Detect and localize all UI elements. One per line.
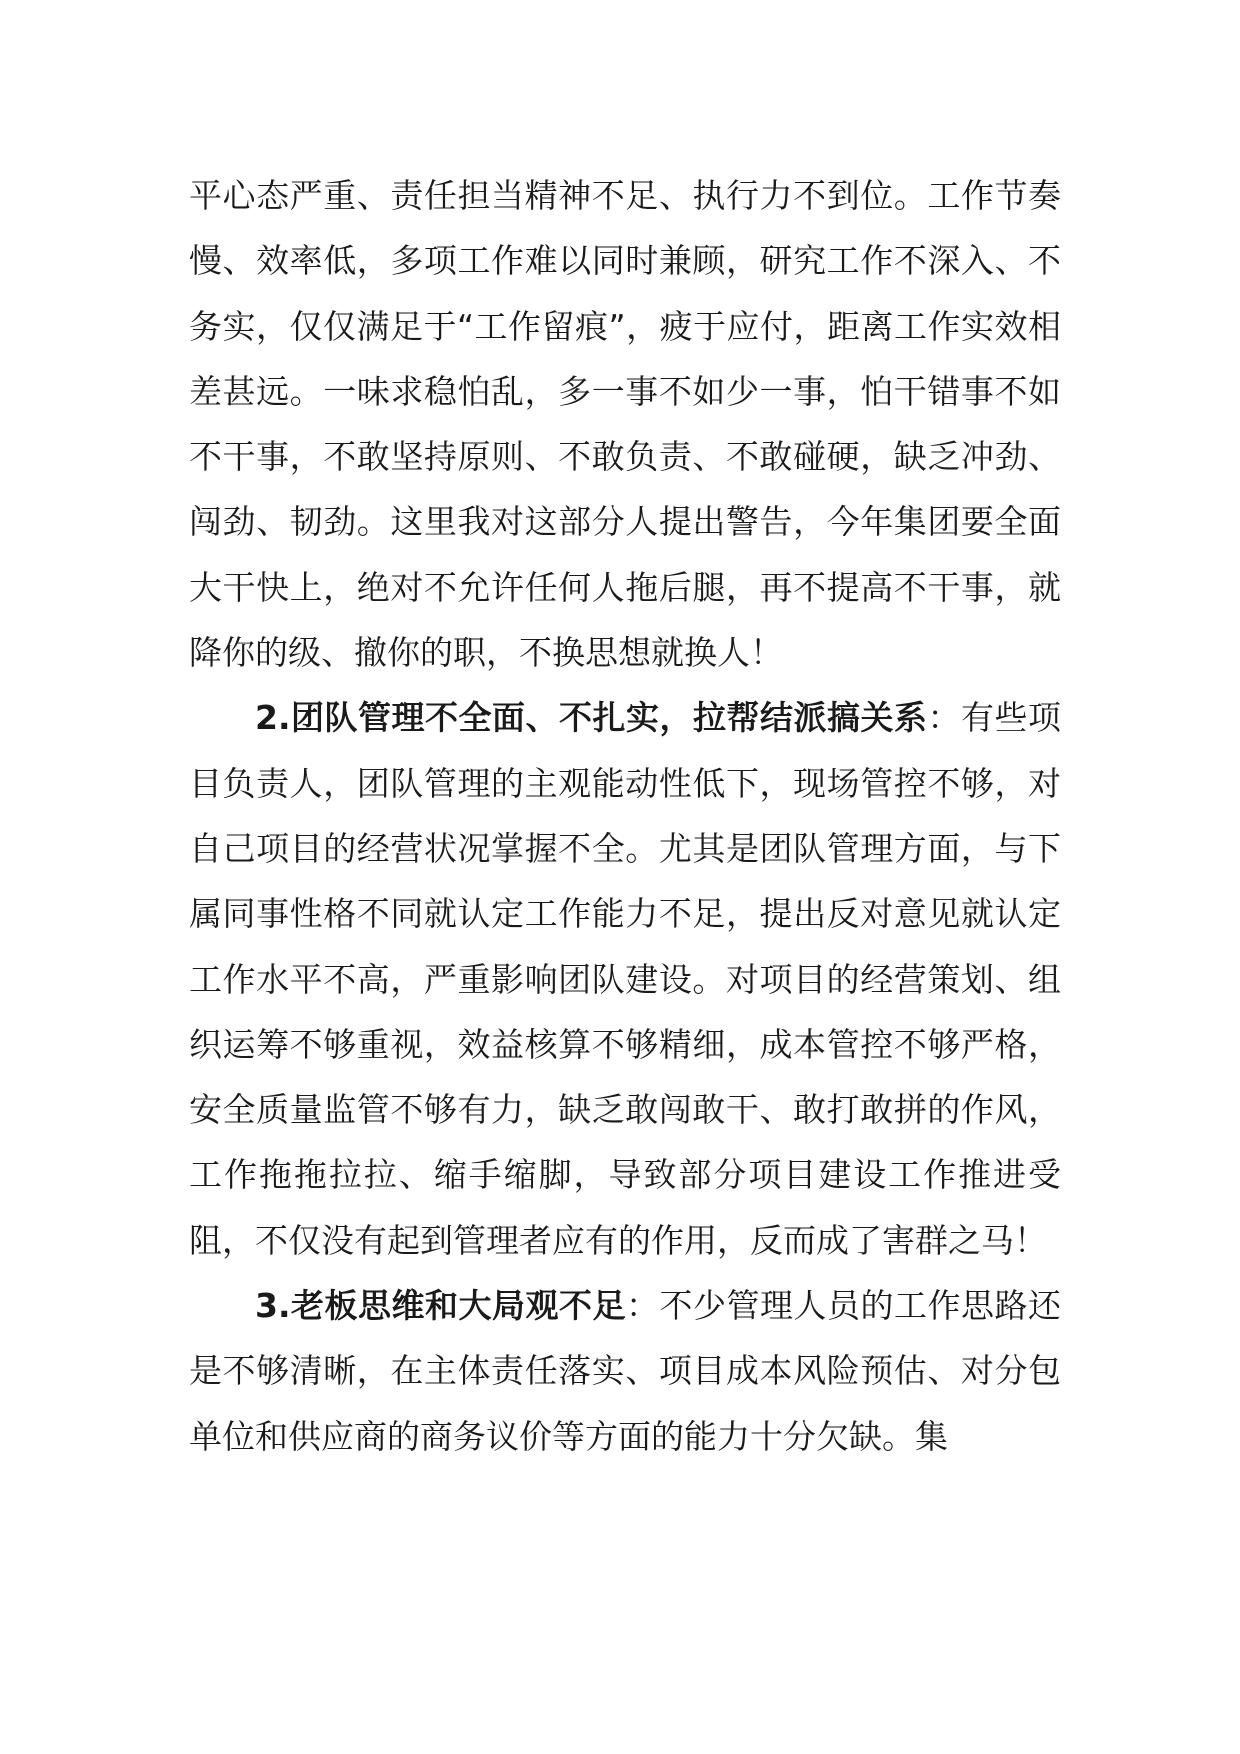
paragraph-heading: 3.老板思维和大局观不足: [255, 1286, 626, 1326]
paragraph-text: ：有些项目负责人，团队管理的主观能动性低下，现场管控不够，对自己项目的经营状况掌握不全。尤其是团队管理方面，与下属同事性格不同就认定工作能力不足，提出反对意见就认定工作水平不高，严重影响团队建设。对项目的经营策划、组织运筹不够重视，效益核算不够精细，成本管控不够严格，安全质量监管不够有力，缺乏敢闯敢干、敢打敢拼的作风，工作拖拖拉拉、缩手缩脚，导致部分项目建设工作推进受阻，不仅没有起到管理者应有的作用，反而成了害群之马！: [189, 698, 1061, 1260]
paragraph-heading: 2.团队管理不全面、不扎实，拉帮结派搞关系: [255, 698, 928, 738]
paragraph-team-management: [189, 685, 1061, 1273]
paragraph-text: 平心态严重、责任担当精神不足、执行力不到位。工作节奏慢、效率低，多项工作难以同时兼顾，研究工作不深入、不务实，仅仅满足于“工作留痕”，疲于应付，距离工作实效相差甚远。一味求稳怕乱，多一事不如少一事，怕干错事不如不干事，不敢坚持原则、不敢负责、不敢碰硬，缺乏冲劲、闯劲、韧劲。这里我对这部分人提出警告，今年集团要全面大干快上，绝对不允许任何人拖后腿，再不提高不干事，就降你的级、撤你的职，不换思想就换人！: [189, 176, 1061, 673]
document-page: [189, 163, 1061, 1469]
paragraph-text: ：不少管理人员的工作思路还是不够清晰，在主体责任落实、项目成本风险预估、对分包单位和供应商的商务议价等方面的能力十分欠缺。集: [189, 1286, 1061, 1456]
paragraph-continuation: [189, 163, 1061, 685]
paragraph-boss-thinking: [189, 1273, 1061, 1469]
